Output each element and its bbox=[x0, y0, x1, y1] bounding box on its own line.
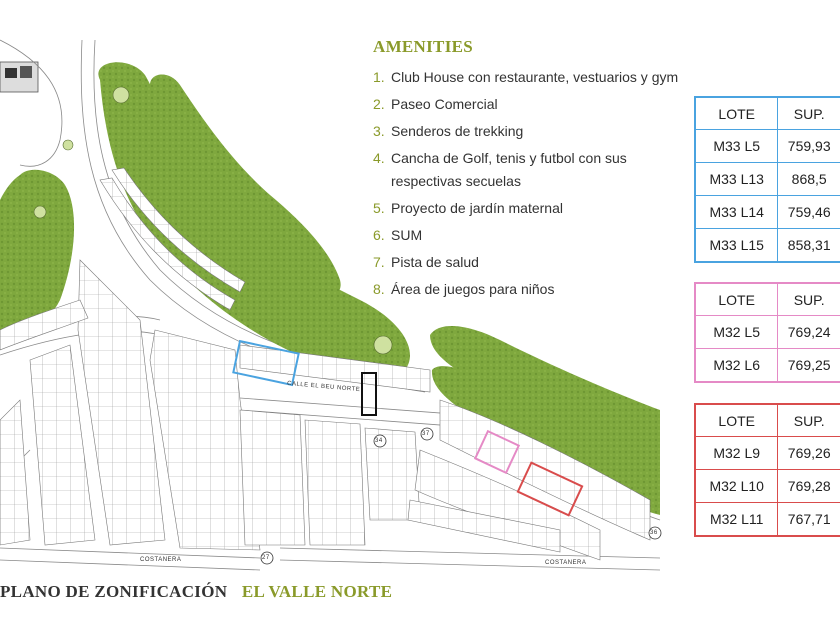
road-label-costanera-left: COSTANERA bbox=[140, 557, 182, 563]
marker-27: 27 bbox=[262, 555, 270, 561]
lot-table-m33 bbox=[694, 96, 840, 263]
table-header-lote: LOTE bbox=[695, 283, 778, 316]
amenity-item: 6. SUM bbox=[373, 227, 423, 243]
amenity-item: 1. Club House con restaurante, vestuarios y gym bbox=[373, 69, 679, 85]
table-header-sup: SUP. bbox=[778, 97, 840, 130]
marker-34: 34 bbox=[375, 438, 383, 444]
table-row: M32 L11 767,71 bbox=[695, 503, 840, 537]
table-row: M33 L13 868,5 bbox=[695, 163, 840, 196]
plan-title-subtitle: EL VALLE NORTE bbox=[241, 582, 393, 601]
table-row: M32 L10 769,28 bbox=[695, 470, 840, 503]
table-header-sup: SUP. bbox=[778, 404, 840, 437]
marker-36: 36 bbox=[650, 530, 658, 536]
table-row: M32 L6 769,25 bbox=[695, 349, 840, 383]
amenity-item: 2. Paseo Comercial bbox=[373, 96, 498, 112]
road-label-costanera-right: COSTANERA bbox=[545, 560, 587, 566]
plan-title bbox=[0, 582, 392, 602]
amenity-item: 8. Área de juegos para niños bbox=[373, 281, 555, 297]
marker-37: 37 bbox=[422, 431, 430, 437]
table-header-lote: LOTE bbox=[695, 97, 778, 130]
amenity-item: 7. Pista de salud bbox=[373, 254, 479, 270]
amenity-item: 3. Senderos de trekking bbox=[373, 123, 524, 139]
table-row: M33 L5 759,93 bbox=[695, 130, 840, 163]
amenities-title: AMENITIES bbox=[373, 37, 474, 56]
table-header-lote: LOTE bbox=[695, 404, 778, 437]
table-row: M33 L15 858,31 bbox=[695, 229, 840, 263]
amenities-list bbox=[373, 66, 693, 305]
amenity-item: 5. Proyecto de jardín maternal bbox=[373, 200, 563, 216]
road-label-calle-norte: CALLE EL BEU NORTE bbox=[286, 380, 361, 394]
lot-table-m32-b bbox=[694, 403, 840, 537]
lot-table-m32-a bbox=[694, 282, 840, 383]
table-row: M32 L5 769,24 bbox=[695, 316, 840, 349]
club-house bbox=[0, 40, 62, 166]
table-header-sup: SUP. bbox=[778, 283, 840, 316]
table-row: M32 L9 769,26 bbox=[695, 437, 840, 470]
plan-title-main: PLANO DE ZONIFICACIÓN bbox=[0, 582, 228, 601]
table-row: M33 L14 759,46 bbox=[695, 196, 840, 229]
amenity-item: 4. Cancha de Golf, tenis y futbol con sus respectivas secuelas bbox=[373, 150, 627, 189]
